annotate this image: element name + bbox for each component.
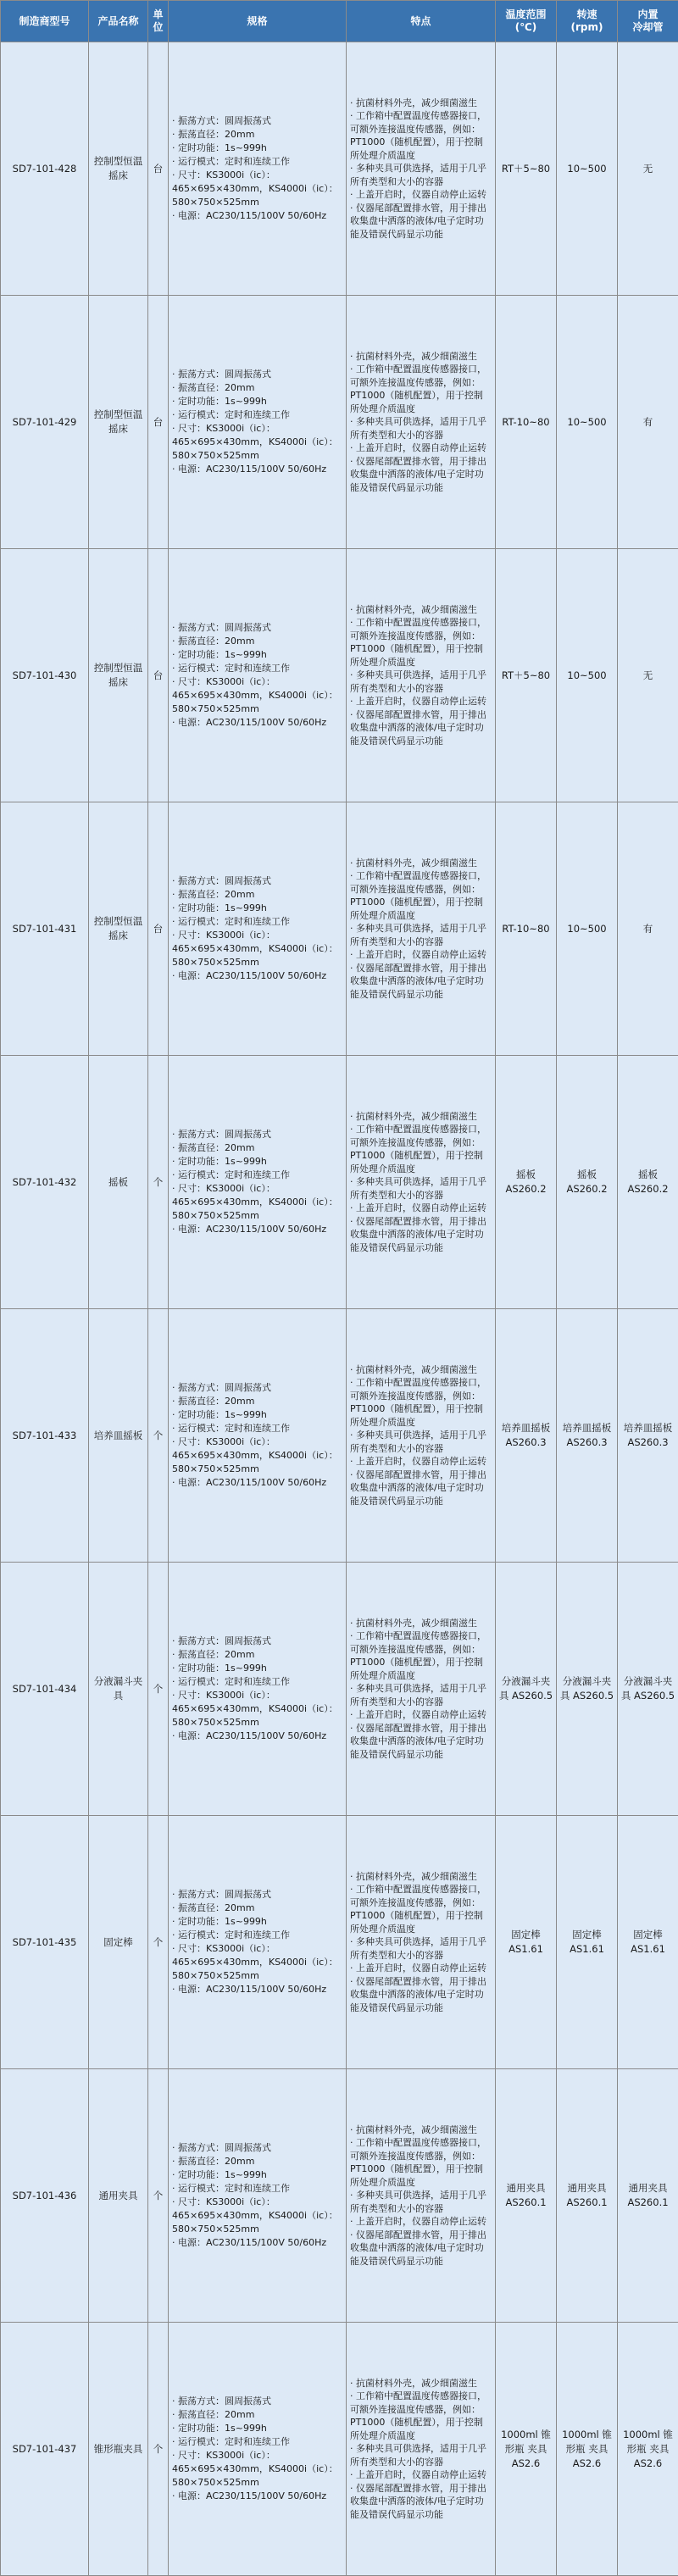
cell-features-line: · 仪器尾部配置排水管，用于排出收集盘中洒落的液体/电子定时功能及错误代码显示功能 <box>350 1215 486 1253</box>
cell-product-name: 固定棒 <box>89 1816 148 2069</box>
cell-unit: 台 <box>148 549 169 802</box>
cell-features-line: · 抗菌材料外壳，减少细菌滋生 <box>350 1363 477 1375</box>
cell-spec-line: · 尺寸：KS3000i（ic）：465×695×430mm，KS4000i（ic）：580×750×525mm <box>172 423 338 461</box>
cell-model-code: SD7-101-430 <box>1 549 89 802</box>
header-temp: 温度范围 (℃) <box>496 1 557 42</box>
cell-spec <box>169 1563 347 1816</box>
cell-features-line: · 上盖开启时，仪器自动停止运转 <box>350 949 486 961</box>
header-unit: 单 位 <box>148 1 169 42</box>
cell-spec-line: · 运行模式：定时和连续工作 <box>172 1676 290 1687</box>
cell-unit: 个 <box>148 1056 169 1309</box>
cell-features-line: · 工作箱中配置温度传感器接口，可额外连接温度传感器，例如：PT1000（随机配置），用于控制所处理介质温度 <box>350 2137 486 2188</box>
cell-features-line: · 上盖开启时，仪器自动停止运转 <box>350 1963 486 1974</box>
cell-spec-line: · 振荡直径：20mm <box>172 1142 255 1153</box>
cell-features <box>347 2323 496 2576</box>
cell-spec-line: · 振荡直径：20mm <box>172 1396 255 1407</box>
cell-spec-line: · 振荡方式：圆周振荡式 <box>172 622 271 633</box>
cell-model-code: SD7-101-431 <box>1 802 89 1056</box>
cell-model-code: SD7-101-432 <box>1 1056 89 1309</box>
cell-features-line: · 抗菌材料外壳，减少细菌滋生 <box>350 2124 477 2135</box>
cell-temp-range: 摇板 AS260.2 <box>496 1056 557 1309</box>
cell-features-line: · 多种夹具可供选择，适用于几乎所有类型和大小的容器 <box>350 923 486 947</box>
cell-temp-range: 固定棒 AS1.61 <box>496 1816 557 2069</box>
cell-features-line: · 多种夹具可供选择，适用于几乎所有类型和大小的容器 <box>350 1683 486 1707</box>
header-cooling: 内置 冷却管 <box>618 1 678 42</box>
cell-features-line: · 仪器尾部配置排水管，用于排出收集盘中洒落的液体/电子定时功能及错误代码显示功能 <box>350 2229 486 2267</box>
cell-speed: 通用夹具 AS260.1 <box>557 2069 618 2323</box>
cell-spec-line: · 定时功能：1s~999h <box>172 142 267 153</box>
cell-cooling: 无 <box>618 42 678 296</box>
cell-spec-line: · 尺寸：KS3000i（ic）：465×695×430mm，KS4000i（ic）：580×750×525mm <box>172 930 338 968</box>
cell-features <box>347 549 496 802</box>
cell-spec <box>169 2323 347 2576</box>
cell-features <box>347 296 496 549</box>
cell-spec-line: · 定时功能：1s~999h <box>172 649 267 660</box>
cell-features-line: · 工作箱中配置温度传感器接口，可额外连接温度传感器，例如：PT1000（随机配置），用于控制所处理介质温度 <box>350 364 486 414</box>
cell-features-line: · 仪器尾部配置排水管，用于排出收集盘中洒落的液体/电子定时功能及错误代码显示功能 <box>350 1722 486 1760</box>
cell-temp-range: RT-10~80 <box>496 296 557 549</box>
cell-features-line: · 工作箱中配置温度传感器接口，可额外连接温度传感器，例如：PT1000（随机配置），用于控制所处理介质温度 <box>350 1124 486 1174</box>
cell-features-line: · 工作箱中配置温度传感器接口，可额外连接温度传感器，例如：PT1000（随机配置），用于控制所处理介质温度 <box>350 1630 486 1681</box>
cell-features-line: · 上盖开启时，仪器自动停止运转 <box>350 442 486 454</box>
cell-product-name: 控制型恒温摇床 <box>89 549 148 802</box>
cell-speed: 10~500 <box>557 296 618 549</box>
cell-features-line: · 仪器尾部配置排水管，用于排出收集盘中洒落的液体/电子定时功能及错误代码显示功能 <box>350 202 486 240</box>
cell-features-line: · 工作箱中配置温度传感器接口，可额外连接温度传感器，例如：PT1000（随机配置），用于控制所处理介质温度 <box>350 870 486 921</box>
cell-spec-line: · 电源：AC230/115/100V 50/60Hz <box>172 1477 327 1488</box>
cell-speed: 固定棒 AS1.61 <box>557 1816 618 2069</box>
table-row <box>1 549 678 802</box>
cell-features <box>347 1309 496 1563</box>
cell-spec-line: · 振荡方式：圆周振荡式 <box>172 2142 271 2153</box>
cell-features-line: · 多种夹具可供选择，适用于几乎所有类型和大小的容器 <box>350 1936 486 1961</box>
cell-temp-range: 分液漏斗夹具 AS260.5 <box>496 1563 557 1816</box>
cell-features-line: · 仪器尾部配置排水管，用于排出收集盘中洒落的液体/电子定时功能及错误代码显示功能 <box>350 1468 486 1507</box>
cell-model-code: SD7-101-436 <box>1 2069 89 2323</box>
table-row <box>1 296 678 549</box>
cell-speed: 1000ml 锥形瓶 夹具 AS2.6 <box>557 2323 618 2576</box>
cell-spec <box>169 42 347 296</box>
cell-features-line: · 抗菌材料外壳，减少细菌滋生 <box>350 97 477 108</box>
cell-spec-line: · 定时功能：1s~999h <box>172 1156 267 1167</box>
cell-spec-line: · 尺寸：KS3000i（ic）：465×695×430mm，KS4000i（ic）：580×750×525mm <box>172 1183 338 1221</box>
cell-features-line: · 工作箱中配置温度传感器接口，可额外连接温度传感器，例如：PT1000（随机配置），用于控制所处理介质温度 <box>350 617 486 668</box>
header-code: 制造商型号 <box>1 1 89 42</box>
cell-temp-range: RT-10~80 <box>496 802 557 1056</box>
cell-product-name: 控制型恒温摇床 <box>89 296 148 549</box>
cell-spec-line: · 电源：AC230/115/100V 50/60Hz <box>172 1984 327 1995</box>
cell-unit: 个 <box>148 2323 169 2576</box>
cell-spec-line: · 振荡方式：圆周振荡式 <box>172 875 271 886</box>
cell-spec-line: · 运行模式：定时和连续工作 <box>172 663 290 674</box>
cell-spec-line: · 尺寸：KS3000i（ic）：465×695×430mm，KS4000i（ic）：580×750×525mm <box>172 2196 338 2235</box>
cell-product-name: 分液漏斗夹具 <box>89 1563 148 1816</box>
cell-spec-line: · 振荡方式：圆周振荡式 <box>172 1635 271 1646</box>
cell-unit: 台 <box>148 42 169 296</box>
cell-spec <box>169 549 347 802</box>
cell-features <box>347 1816 496 2069</box>
cell-features-line: · 多种夹具可供选择，适用于几乎所有类型和大小的容器 <box>350 163 486 187</box>
table-row <box>1 2323 678 2576</box>
cell-spec-line: · 振荡直径：20mm <box>172 382 255 393</box>
cell-product-name: 摇板 <box>89 1056 148 1309</box>
table-row <box>1 1309 678 1563</box>
cell-spec-line: · 运行模式：定时和连续工作 <box>172 1423 290 1434</box>
cell-spec-line: · 振荡方式：圆周振荡式 <box>172 2396 271 2407</box>
cell-features <box>347 802 496 1056</box>
cell-spec-line: · 运行模式：定时和连续工作 <box>172 916 290 927</box>
cell-features-line: · 上盖开启时，仪器自动停止运转 <box>350 1709 486 1721</box>
cell-spec-line: · 尺寸：KS3000i（ic）：465×695×430mm，KS4000i（ic）：580×750×525mm <box>172 1943 338 1981</box>
cell-cooling: 有 <box>618 296 678 549</box>
table-row <box>1 802 678 1056</box>
cell-product-name: 通用夹具 <box>89 2069 148 2323</box>
table-row <box>1 42 678 296</box>
cell-features <box>347 2069 496 2323</box>
cell-spec <box>169 2069 347 2323</box>
cell-cooling: 有 <box>618 802 678 1056</box>
cell-speed: 培养皿摇板 AS260.3 <box>557 1309 618 1563</box>
cell-spec-line: · 振荡方式：圆周振荡式 <box>172 1889 271 1900</box>
cell-product-name: 锥形瓶夹具 <box>89 2323 148 2576</box>
cell-spec-line: · 尺寸：KS3000i（ic）：465×695×430mm，KS4000i（ic）：580×750×525mm <box>172 169 338 208</box>
cell-unit: 个 <box>148 1309 169 1563</box>
cell-features-line: · 上盖开启时，仪器自动停止运转 <box>350 1456 486 1468</box>
cell-speed: 10~500 <box>557 549 618 802</box>
cell-temp-range: 培养皿摇板 AS260.3 <box>496 1309 557 1563</box>
cell-features-line: · 抗菌材料外壳，减少细菌滋生 <box>350 350 477 362</box>
cell-temp-range: RT＋5~80 <box>496 549 557 802</box>
cell-cooling: 无 <box>618 549 678 802</box>
cell-spec-line: · 定时功能：1s~999h <box>172 2169 267 2180</box>
header-features: 特点 <box>347 1 496 42</box>
cell-unit: 个 <box>148 1816 169 2069</box>
header-speed: 转速 (rpm) <box>557 1 618 42</box>
cell-spec-line: · 振荡方式：圆周振荡式 <box>172 1129 271 1140</box>
cell-temp-range: 1000ml 锥形瓶 夹具 AS2.6 <box>496 2323 557 2576</box>
cell-spec-line: · 定时功能：1s~999h <box>172 2423 267 2434</box>
cell-features-line: · 抗菌材料外壳，减少细菌滋生 <box>350 603 477 615</box>
cell-spec-line: · 尺寸：KS3000i（ic）：465×695×430mm，KS4000i（ic）：580×750×525mm <box>172 1436 338 1474</box>
cell-features-line: · 仪器尾部配置排水管，用于排出收集盘中洒落的液体/电子定时功能及错误代码显示功能 <box>350 2482 486 2520</box>
cell-spec-line: · 尺寸：KS3000i（ic）：465×695×430mm，KS4000i（ic）：580×750×525mm <box>172 2450 338 2488</box>
cell-spec-line: · 电源：AC230/115/100V 50/60Hz <box>172 2490 327 2501</box>
cell-speed: 10~500 <box>557 802 618 1056</box>
cell-spec <box>169 1056 347 1309</box>
cell-speed: 10~500 <box>557 42 618 296</box>
cell-features-line: · 工作箱中配置温度传感器接口，可额外连接温度传感器，例如：PT1000（随机配置），用于控制所处理介质温度 <box>350 2390 486 2441</box>
cell-model-code: SD7-101-437 <box>1 2323 89 2576</box>
cell-spec-line: · 振荡方式：圆周振荡式 <box>172 115 271 126</box>
cell-features <box>347 1056 496 1309</box>
cell-model-code: SD7-101-428 <box>1 42 89 296</box>
cell-features-line: · 抗菌材料外壳，减少细菌滋生 <box>350 1110 477 1122</box>
cell-spec-line: · 尺寸：KS3000i（ic）：465×695×430mm，KS4000i（ic）：580×750×525mm <box>172 676 338 714</box>
cell-spec-line: · 振荡直径：20mm <box>172 1902 255 1913</box>
cell-cooling: 1000ml 锥形瓶 夹具 AS2.6 <box>618 2323 678 2576</box>
cell-spec-line: · 运行模式：定时和连续工作 <box>172 156 290 167</box>
cell-features-line: · 上盖开启时，仪器自动停止运转 <box>350 2469 486 2481</box>
cell-spec-line: · 定时功能：1s~999h <box>172 396 267 407</box>
cell-spec-line: · 振荡直径：20mm <box>172 636 255 647</box>
cell-features-line: · 多种夹具可供选择，适用于几乎所有类型和大小的容器 <box>350 669 486 694</box>
cell-features-line: · 仪器尾部配置排水管，用于排出收集盘中洒落的液体/电子定时功能及错误代码显示功能 <box>350 455 486 493</box>
cell-spec-line: · 定时功能：1s~999h <box>172 902 267 913</box>
cell-spec-line: · 振荡方式：圆周振荡式 <box>172 369 271 380</box>
cell-spec-line: · 振荡直径：20mm <box>172 2409 255 2420</box>
cell-cooling: 培养皿摇板 AS260.3 <box>618 1309 678 1563</box>
cell-spec-line: · 定时功能：1s~999h <box>172 1916 267 1927</box>
cell-unit: 个 <box>148 2069 169 2323</box>
cell-features-line: · 抗菌材料外壳，减少细菌滋生 <box>350 857 477 869</box>
cell-features <box>347 1563 496 1816</box>
table-body <box>1 42 678 2576</box>
cell-features-line: · 工作箱中配置温度传感器接口，可额外连接温度传感器，例如：PT1000（随机配置），用于控制所处理介质温度 <box>350 110 486 161</box>
cell-spec <box>169 802 347 1056</box>
table-row <box>1 1816 678 2069</box>
cell-spec-line: · 振荡方式：圆周振荡式 <box>172 1382 271 1393</box>
cell-spec-line: · 振荡直径：20mm <box>172 2156 255 2167</box>
cell-unit: 台 <box>148 802 169 1056</box>
header-row <box>1 1 678 42</box>
cell-spec-line: · 定时功能：1s~999h <box>172 1663 267 1674</box>
cell-features-line: · 仪器尾部配置排水管，用于排出收集盘中洒落的液体/电子定时功能及错误代码显示功能 <box>350 962 486 1000</box>
cell-features-line: · 上盖开启时，仪器自动停止运转 <box>350 2216 486 2228</box>
cell-cooling: 固定棒 AS1.61 <box>618 1816 678 2069</box>
cell-cooling: 分液漏斗夹具 AS260.5 <box>618 1563 678 1816</box>
table-row <box>1 1056 678 1309</box>
cell-spec-line: · 运行模式：定时和连续工作 <box>172 2183 290 2194</box>
header-name: 产品名称 <box>89 1 148 42</box>
cell-features <box>347 42 496 296</box>
cell-features-line: · 多种夹具可供选择，适用于几乎所有类型和大小的容器 <box>350 2190 486 2214</box>
header-spec: 规格 <box>169 1 347 42</box>
cell-spec-line: · 电源：AC230/115/100V 50/60Hz <box>172 2237 327 2248</box>
cell-cooling: 通用夹具 AS260.1 <box>618 2069 678 2323</box>
cell-spec-line: · 运行模式：定时和连续工作 <box>172 1929 290 1940</box>
table-row <box>1 1563 678 1816</box>
cell-speed: 摇板 AS260.2 <box>557 1056 618 1309</box>
cell-spec-line: · 电源：AC230/115/100V 50/60Hz <box>172 210 327 221</box>
cell-features-line: · 抗菌材料外壳，减少细菌滋生 <box>350 1617 477 1629</box>
cell-speed: 分液漏斗夹具 AS260.5 <box>557 1563 618 1816</box>
cell-spec-line: · 电源：AC230/115/100V 50/60Hz <box>172 1224 327 1235</box>
cell-spec-line: · 电源：AC230/115/100V 50/60Hz <box>172 717 327 728</box>
cell-product-name: 控制型恒温摇床 <box>89 42 148 296</box>
cell-spec-line: · 定时功能：1s~999h <box>172 1409 267 1420</box>
cell-temp-range: RT＋5~80 <box>496 42 557 296</box>
cell-features-line: · 工作箱中配置温度传感器接口，可额外连接温度传感器，例如：PT1000（随机配置），用于控制所处理介质温度 <box>350 1884 486 1935</box>
cell-features-line: · 上盖开启时，仪器自动停止运转 <box>350 189 486 201</box>
cell-spec-line: · 运行模式：定时和连续工作 <box>172 2436 290 2447</box>
cell-features-line: · 多种夹具可供选择，适用于几乎所有类型和大小的容器 <box>350 1176 486 1201</box>
cell-features-line: · 多种夹具可供选择，适用于几乎所有类型和大小的容器 <box>350 416 486 441</box>
cell-spec-line: · 电源：AC230/115/100V 50/60Hz <box>172 464 327 475</box>
cell-product-name: 培养皿摇板 <box>89 1309 148 1563</box>
cell-unit: 台 <box>148 296 169 549</box>
cell-features-line: · 多种夹具可供选择，适用于几乎所有类型和大小的容器 <box>350 2443 486 2468</box>
cell-model-code: SD7-101-433 <box>1 1309 89 1563</box>
cell-spec-line: · 尺寸：KS3000i（ic）：465×695×430mm，KS4000i（ic）：580×750×525mm <box>172 1690 338 1728</box>
cell-features-line: · 抗菌材料外壳，减少细菌滋生 <box>350 2377 477 2389</box>
cell-spec <box>169 296 347 549</box>
cell-spec-line: · 振荡直径：20mm <box>172 1649 255 1660</box>
cell-features-line: · 工作箱中配置温度传感器接口，可额外连接温度传感器，例如：PT1000（随机配置），用于控制所处理介质温度 <box>350 1377 486 1428</box>
cell-spec-line: · 运行模式：定时和连续工作 <box>172 409 290 420</box>
cell-spec <box>169 1309 347 1563</box>
table-row <box>1 2069 678 2323</box>
cell-product-name: 控制型恒温摇床 <box>89 802 148 1056</box>
cell-features-line: · 上盖开启时，仪器自动停止运转 <box>350 1202 486 1214</box>
cell-spec-line: · 运行模式：定时和连续工作 <box>172 1169 290 1180</box>
cell-model-code: SD7-101-435 <box>1 1816 89 2069</box>
cell-features-line: · 多种夹具可供选择，适用于几乎所有类型和大小的容器 <box>350 1430 486 1454</box>
cell-features-line: · 抗菌材料外壳，减少细菌滋生 <box>350 1870 477 1882</box>
cell-unit: 个 <box>148 1563 169 1816</box>
cell-model-code: SD7-101-434 <box>1 1563 89 1816</box>
cell-spec-line: · 振荡直径：20mm <box>172 889 255 900</box>
cell-spec <box>169 1816 347 2069</box>
cell-spec-line: · 电源：AC230/115/100V 50/60Hz <box>172 1730 327 1741</box>
cell-model-code: SD7-101-429 <box>1 296 89 549</box>
cell-features-line: · 上盖开启时，仪器自动停止运转 <box>350 696 486 708</box>
cell-cooling: 摇板 AS260.2 <box>618 1056 678 1309</box>
cell-spec-line: · 电源：AC230/115/100V 50/60Hz <box>172 970 327 981</box>
cell-features-line: · 仪器尾部配置排水管，用于排出收集盘中洒落的液体/电子定时功能及错误代码显示功能 <box>350 1975 486 2013</box>
cell-spec-line: · 振荡直径：20mm <box>172 129 255 140</box>
cell-temp-range: 通用夹具 AS260.1 <box>496 2069 557 2323</box>
cell-features-line: · 仪器尾部配置排水管，用于排出收集盘中洒落的液体/电子定时功能及错误代码显示功能 <box>350 708 486 747</box>
